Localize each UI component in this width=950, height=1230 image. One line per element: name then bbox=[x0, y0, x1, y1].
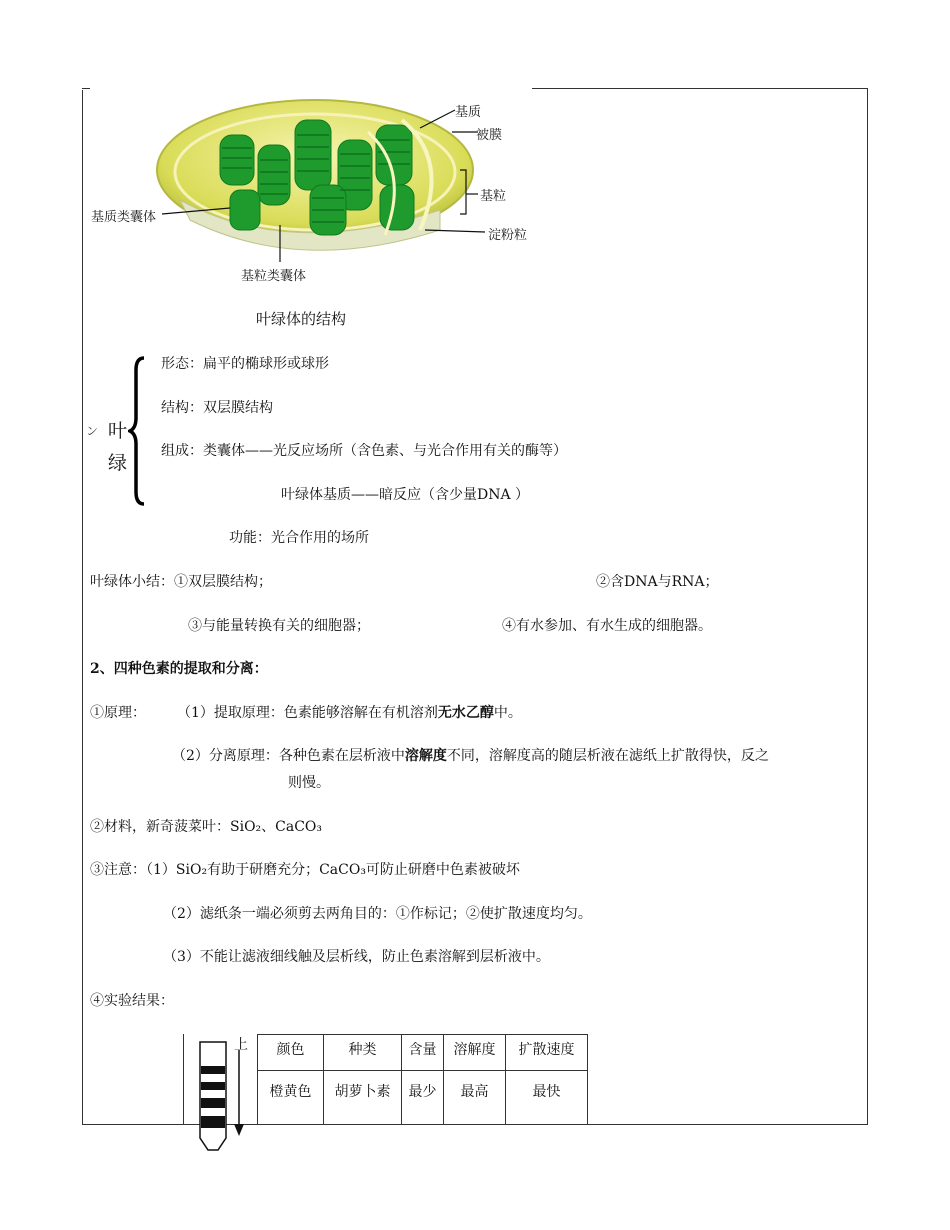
cell-diffusion: 最快 bbox=[506, 1071, 588, 1125]
header-color: 颜色 bbox=[258, 1035, 324, 1071]
diagram-caption: 叶绿体的结构 bbox=[256, 310, 347, 328]
table-row bbox=[258, 1071, 588, 1125]
principle-2-cont: 则慢。 bbox=[288, 775, 330, 791]
frame-top-border bbox=[532, 88, 868, 89]
header-amount: 含量 bbox=[402, 1035, 444, 1071]
label-envelope: 被膜 bbox=[476, 128, 503, 143]
header-solubility: 溶解度 bbox=[444, 1035, 506, 1071]
note-2: （2）滤纸条一端必须剪去两角目的：①作标记；②使扩散速度均匀。 bbox=[163, 906, 592, 922]
principle-2 bbox=[172, 747, 769, 765]
table-header-row bbox=[258, 1035, 588, 1071]
shape-line: 形态：扁平的椭球形或球形 bbox=[161, 356, 329, 372]
side-mark: ン bbox=[86, 424, 99, 438]
label-stroma: 基质 bbox=[455, 105, 482, 120]
granum bbox=[220, 120, 414, 235]
principle-2-post: 不同，溶解度高的随层析液在滤纸上扩散得快，反之 bbox=[446, 748, 769, 764]
chloroplast-diagram bbox=[80, 90, 540, 290]
section2-heading: 2、四种色素的提取和分离： bbox=[90, 661, 268, 677]
label-grana-thylakoid: 基粒类囊体 bbox=[241, 269, 307, 284]
principle-1 bbox=[177, 704, 522, 722]
brace-label-top: 叶 bbox=[108, 420, 128, 442]
header-diffusion: 扩散速度 bbox=[506, 1035, 588, 1071]
principle-1-bold: 无水乙醇 bbox=[437, 705, 494, 721]
principle-1-pre: （1）提取原理：色素能够溶解在有机溶剂 bbox=[177, 705, 438, 721]
cell-color: 橙黄色 bbox=[258, 1071, 324, 1125]
cell-solubility: 最高 bbox=[444, 1071, 506, 1125]
header-type: 种类 bbox=[324, 1035, 402, 1071]
cell-type: 胡萝卜素 bbox=[324, 1071, 402, 1125]
composition-line-2: 叶绿体基质——暗反应（含少量DNA ） bbox=[281, 487, 530, 503]
curly-brace bbox=[128, 356, 148, 506]
structure-line: 结构：双层膜结构 bbox=[161, 400, 273, 416]
cell-amount: 最少 bbox=[402, 1071, 444, 1125]
pigment-results-table bbox=[257, 1034, 588, 1125]
composition-line: 组成：类囊体——光反应场所（含色素、与光合作用有关的酶等） bbox=[161, 443, 567, 459]
principle-2-pre: （2）分离原理：各种色素在层析液中 bbox=[172, 748, 405, 764]
grana-group bbox=[220, 120, 414, 235]
materials-line: ②材料，新奇菠菜叶：SiO₂、CaCO₃ bbox=[90, 819, 323, 835]
results-lead: ④实验结果： bbox=[90, 993, 174, 1009]
summary-lead: 叶绿体小结：①双层膜结构； bbox=[90, 574, 272, 590]
note-3: （3）不能让滤液细线触及层析线，防止色素溶解到层析液中。 bbox=[163, 949, 550, 965]
brace-label-bottom: 绿 bbox=[108, 452, 128, 474]
label-starch: 淀粉粒 bbox=[488, 228, 528, 243]
tube-top-label: 上 bbox=[234, 1037, 248, 1053]
label-stroma-thylakoid: 基质类囊体 bbox=[91, 210, 157, 225]
function-line: 功能：光合作用的场所 bbox=[229, 530, 369, 546]
principle-lead: ①原理： bbox=[90, 705, 146, 721]
principle-2-bold: 溶解度 bbox=[404, 748, 447, 764]
summary-item-3: ③与能量转换有关的细胞器； bbox=[188, 618, 370, 634]
frame-corner-tick bbox=[82, 88, 90, 89]
filter-paper-strip bbox=[196, 1040, 256, 1155]
note-1: ③注意：（1）SiO₂有助于研磨充分；CaCO₃可防止研磨中色素被破坏 bbox=[90, 862, 520, 878]
summary-item-2: ②含DNA与RNA； bbox=[596, 574, 719, 590]
principle-1-post: 中。 bbox=[493, 705, 522, 721]
summary-item-4: ④有水参加、有水生成的细胞器。 bbox=[502, 618, 712, 634]
label-granum: 基粒 bbox=[480, 189, 507, 204]
